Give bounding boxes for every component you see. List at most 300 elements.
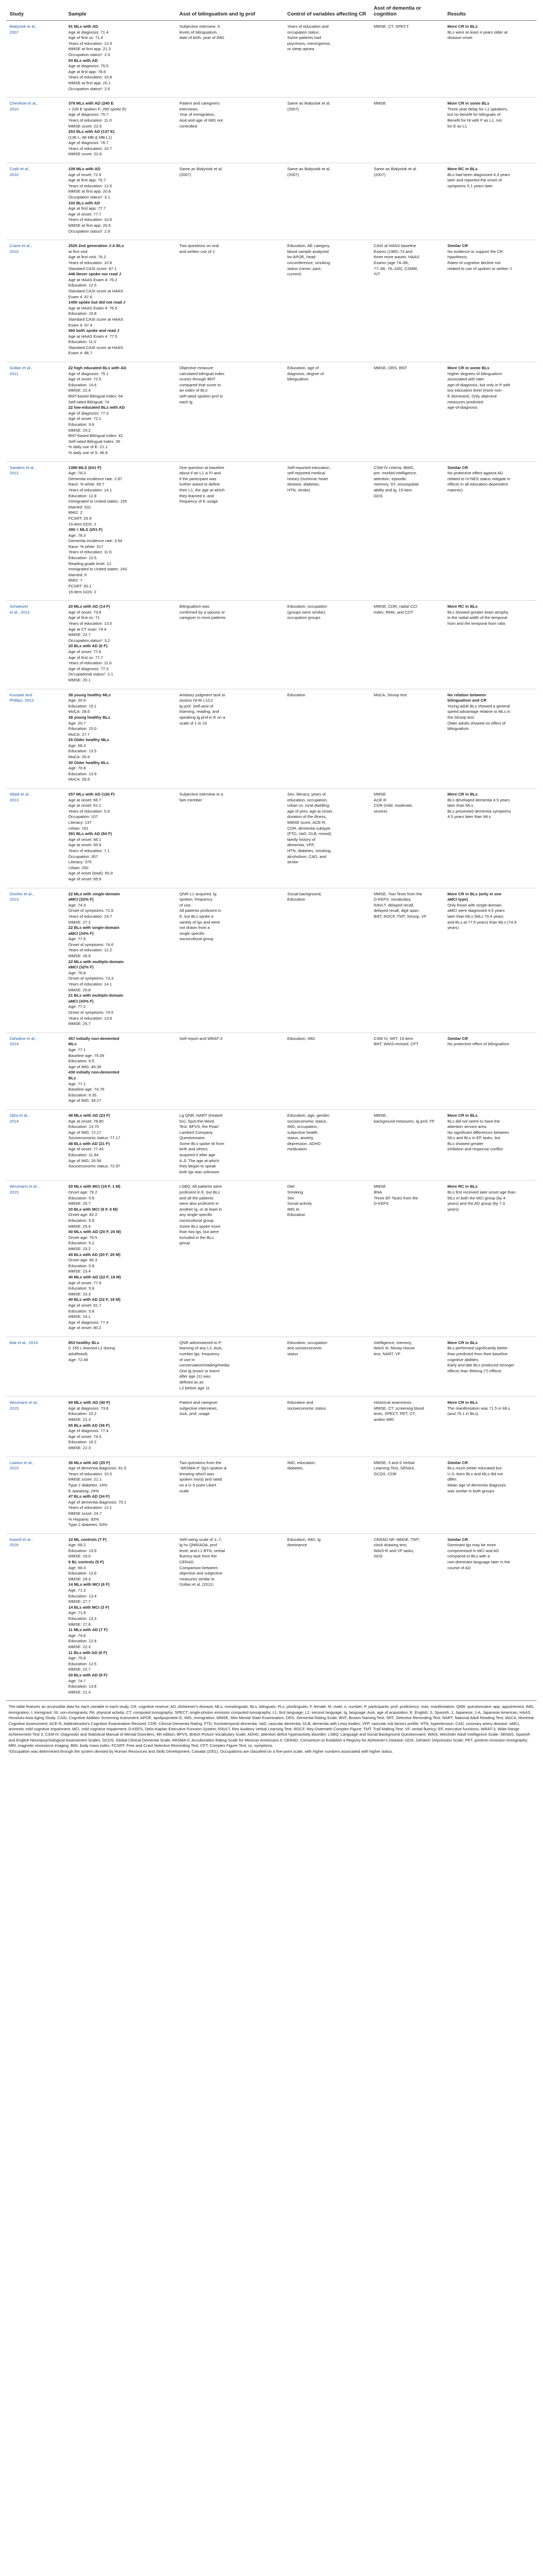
cell-text-line: 4.5 years later than MLs bbox=[447, 814, 491, 820]
cell-text-line: Age of onset (total): 65.9 bbox=[68, 871, 113, 876]
cell-text-line: No protective effect against AD bbox=[447, 471, 503, 476]
cell-text-line: background measures, lg prof, FF bbox=[374, 1118, 435, 1124]
cell-text-line: Immigrated to United states: 243 bbox=[68, 567, 127, 572]
cell-text-line: status, anxiety, bbox=[287, 1135, 314, 1141]
cell-text-line: % Hispanic: 83% bbox=[68, 1516, 99, 1522]
cell-text-line: More RC in BLs bbox=[447, 604, 478, 609]
cell-text-line: MMSE: 22.3 bbox=[68, 1644, 91, 1649]
dementia-assessment-cell bbox=[371, 1032, 444, 1109]
cell-text-line: (r 155 L learned L2 during bbox=[68, 1346, 115, 1351]
cell-text-line: Baseline age: 75.09 bbox=[68, 1053, 105, 1058]
cell-text-line: Two questions from the bbox=[179, 1460, 222, 1465]
cell-text-line: MMSE score: 22.6 bbox=[68, 123, 102, 129]
cell-text-line: Same as Bialystok et al. bbox=[287, 166, 331, 172]
study-citation-line: 2010 bbox=[10, 106, 19, 112]
cell-text-line: BLs performed significantly better bbox=[447, 1346, 508, 1351]
cell-text-line: MMSE: 25.4 bbox=[68, 1223, 91, 1229]
control-variables-cell bbox=[284, 240, 371, 362]
cell-text-line: 40 MLs with AD (22 F, 18 M) bbox=[68, 1274, 121, 1279]
cell-text-line: Exam 4: 86.7 bbox=[68, 351, 92, 356]
cell-text-line: Age at HAAS Exam 4: 76.2 bbox=[68, 277, 117, 282]
cell-text-line: Urban: 161 bbox=[68, 825, 89, 831]
cell-text-line: MoCA: 26.6 bbox=[68, 777, 90, 782]
cell-text-line: MMSE, DRS, BNT bbox=[374, 365, 407, 371]
cell-text-line: MMSE: 25.8 bbox=[68, 987, 91, 992]
cell-text-line: Years of education: 12.4 bbox=[68, 41, 112, 46]
cell-text-line: Some BLs spoke more bbox=[179, 1223, 221, 1229]
cell-text-line: circumference, smoking bbox=[287, 260, 330, 265]
cell-text-line: More RC in BLs bbox=[447, 166, 478, 172]
cell-text-line: Age at diagnosis: 75.5 bbox=[68, 63, 109, 69]
cell-text-line: Education: 5.8 bbox=[68, 1308, 95, 1314]
cell-text-line: Same as Bialystok et al. bbox=[179, 166, 223, 172]
cell-text-line: Married: 6 bbox=[68, 572, 87, 577]
cell-text-line: psychosis, meningioma, bbox=[287, 41, 331, 46]
cell-text-line: Year of immigration, bbox=[179, 112, 216, 117]
cell-text-line: MMSE, CT, screening blood bbox=[374, 1405, 424, 1411]
cell-text-line: CDR (mild, moderate, bbox=[374, 803, 413, 808]
cell-text-line: MMSE: 20.1 bbox=[68, 677, 91, 682]
table-header bbox=[6, 3, 537, 21]
results-cell bbox=[444, 789, 537, 888]
cell-text-line: 22 MLs with multiple-domain bbox=[68, 959, 124, 964]
cell-text-line: related to IV-NES status mitigate in bbox=[447, 476, 510, 481]
cell-text-line: Age of dementia diagnosis: 81.5 bbox=[68, 1466, 127, 1471]
study-citation-line: Bak et al., 2014 bbox=[10, 1340, 38, 1345]
cell-text-line: QNR administered to P, bbox=[179, 1340, 222, 1345]
cell-text-line: aMCI (43% F) bbox=[68, 998, 94, 1004]
cell-text-line: Higher degrees of bilingualism bbox=[447, 371, 502, 376]
cell-text-line: Occupation: 357 bbox=[68, 854, 98, 859]
cell-text-line: Age at onset: 61.1 bbox=[68, 803, 101, 808]
cell-text-line: 38 young healthy MLs bbox=[68, 692, 111, 697]
cell-text-line: IMG, occupation, bbox=[287, 1124, 318, 1130]
cell-text-line: disease, diabetes, bbox=[287, 482, 320, 487]
cell-text-line: defined as an bbox=[179, 1380, 204, 1385]
footnote-abbreviations: The table features an accessible data for each variable in each study. CR, cognitive reserve; AD, Alzheimer's disease; MLs, monolinguals; BLs, bilinguals; PLs, plurilinguals; F, female; M, male; n, number; P, participants; prof, proficiency; man, manifestation; QNR, questionnaire; app, appointment; IMG, immigration; I, immigrant; NI, non-immigrants; PA, physical activity; CT, computed tomography; SPECT, single-photon emission computed tomography; L1, first language; L2, second language; lg, language; AoA, age of acquisition; E, English; S, Spanish; J, Japanese; J-A, Japanese American; HAAS, Honolulu-Asia Aging Study; CASI, Cognitive Abilities Screening Instrument; APOE, apolipoprotein E; IMG, immigration; MMSE, Mini Mental State Examination; DRS, Dementia Rating Scale; BNT, Boston Naming Test; SRT, Selective Reminding Test; NART, National Adult Reading Test; MoCA, Montreal Cognitive Assessment; ACE-R, Addenbrooke's Cognitive Examination-Revised; CDR, Clinical Dementia Rating; FTD, frontotemporal dementia; VaD, vascular dementia; DLB, dementia with Lewy bodies; VFP, vascular risk factors profile; HTN, hypertension; CAD, coronary artery disease; aMCI, amnestic mild cognitive impairment; MCI, mild cognitive impairment; D-KEFS, Delis-Kaplan Executive Function System; RAVLT, Rey Auditory Verbal Learning Test; ROCF, Rey-Osterrieth Complex Figure; TMT, Trail Making Test; VF, verbal fluency; EF, executive functions; WRAT-3, Wide Range Achievement Test 3; CSM-IV, Diagnostic and Statistical Manual of Mental Disorders, 4th edition; BPVS, British Picture Vocabulary Scale; ADHD, attention deficit hyperactivity disorder; LSBQ, Language and Social Background Questionnaire; WAIS, Wechsler Adult Intelligence Scale; SENAS, Spanish and English Neuropsychological Assessment Scales; GCDS, Global Clinical Dementia Scale; ARSMA-II, Acculturation Rating Scale for Mexican Americans II; CERAD, Consortium to Establish a Registry for Alzheimer's Disease; GDS, Geriatric Depression Scale; PET, positron emission tomography; MRI, magnetic resonance imaging; BMI, body mass index; FCSRT, Free and Cued Selective Reminding Test; CFT, Complex Figure Test; sx, symptoms. bbox=[9, 1704, 534, 1748]
dementia-assessment-cell bbox=[371, 21, 444, 98]
cell-text-line: associated with later bbox=[447, 377, 484, 382]
study-citation-line: Bialystok et al., bbox=[10, 24, 37, 29]
study-citation-line: et al., 2012 bbox=[10, 609, 30, 615]
bilingualism-assessment-cell bbox=[176, 163, 284, 240]
sample-cell bbox=[65, 1181, 176, 1337]
cell-text-line: Education: 13.3 bbox=[68, 1616, 97, 1621]
cell-text-line: Age of onset: 72.5 bbox=[68, 377, 101, 382]
cell-text-line: Age at first app: 78.6 bbox=[68, 69, 106, 74]
study-cell bbox=[6, 1397, 65, 1457]
cell-text-line: Gollan et al. (2011) bbox=[179, 1582, 214, 1587]
cell-text-line: Dementia incidence rate: 3.54 bbox=[68, 538, 122, 544]
cell-text-line: Age: 66.3 bbox=[68, 743, 86, 748]
study-citation-line: Kowoll et al., bbox=[10, 1537, 33, 1542]
cell-text-line: Self-report and WRAT-3 bbox=[179, 1036, 223, 1041]
cell-text-line: spoken most) and rated bbox=[179, 1477, 222, 1482]
cell-text-line: MMSE at first app: 20.6 bbox=[68, 223, 111, 228]
control-variables-cell bbox=[284, 1337, 371, 1396]
cell-text-line: severe) bbox=[374, 808, 388, 814]
study-citation-line: 2015 bbox=[10, 1405, 19, 1411]
cell-text-line: Diet bbox=[287, 1184, 295, 1189]
cell-text-line: Standard CASI score at HAAS bbox=[68, 345, 123, 350]
cell-text-line: Same as Bialystok et al. bbox=[374, 166, 418, 172]
cell-text-line: CDR, dementia subtype bbox=[287, 825, 330, 831]
bilingualism-assessment-cell bbox=[176, 1457, 284, 1533]
dementia-assessment-cell bbox=[371, 1337, 444, 1396]
cell-text-line: ability and lg, 15-item bbox=[374, 487, 412, 492]
cell-text-line: RAVLT, delayed recall, bbox=[374, 902, 414, 908]
cell-text-line: Age: 78.3 bbox=[68, 471, 86, 476]
cell-text-line: MMSE: 26.9 bbox=[68, 953, 91, 959]
cell-text-line: Literacy: 375 bbox=[68, 860, 92, 865]
cell-text-line: Socioeconomic status: 72.97 bbox=[68, 1164, 121, 1169]
cell-text-line: Age of onset: 77.6 bbox=[68, 649, 101, 654]
cell-text-line: 30 Older healthy BLs bbox=[68, 760, 109, 765]
cell-text-line: 47 BLs with AD (34 F) bbox=[68, 1494, 110, 1499]
cell-text-line: duration of the illness, bbox=[287, 814, 327, 820]
cell-text-line: compared to BLs with a bbox=[447, 1554, 490, 1559]
cell-text-line: Standard CASI score at HAAS bbox=[68, 316, 123, 322]
cell-text-line: about if an L1 is FI and bbox=[179, 471, 221, 476]
cell-text-line: an index of BLs' bbox=[179, 388, 208, 393]
cell-text-line: Education: 12.8 bbox=[68, 493, 97, 498]
cell-text-line: BNT-based Bilingual Index: 42 bbox=[68, 433, 123, 439]
cell-text-line: 22 high educated BLs with AD bbox=[68, 365, 127, 371]
study-cell bbox=[6, 240, 65, 362]
cell-text-line: 11 MLs with AD (7 F) bbox=[68, 1627, 108, 1633]
dementia-assessment-cell bbox=[371, 1109, 444, 1181]
cell-text-line: MMSE, CDR, radial CCI bbox=[374, 604, 418, 609]
cell-text-line: levels of bilingualism, bbox=[179, 29, 218, 35]
cell-text-line: Age of onset: 73.8 bbox=[68, 609, 101, 615]
cell-text-line: MMSE score: 21.1 bbox=[68, 1477, 102, 1482]
cell-text-line: 4–5. The age at which bbox=[179, 1158, 219, 1163]
cell-text-line: Age: 71.8 bbox=[68, 1610, 86, 1616]
cell-text-line: listening, reading, and bbox=[179, 709, 219, 714]
cell-text-line: MMSE bbox=[374, 792, 386, 797]
cell-text-line: Age of onset: 72.9 bbox=[68, 172, 101, 177]
cell-text-line: All patients proficient in bbox=[179, 908, 222, 913]
bilingualism-assessment-cell bbox=[176, 362, 284, 462]
cell-text-line: MMSE, Two Tests from the bbox=[374, 891, 422, 896]
control-variables-cell bbox=[284, 1032, 371, 1109]
cell-text-line: No relation between bbox=[447, 692, 486, 697]
cell-text-line: they learned it, and bbox=[179, 493, 214, 498]
results-cell bbox=[444, 240, 537, 362]
sample-cell bbox=[65, 240, 176, 362]
cell-text-line: Age at diagnosis: 71.4 bbox=[68, 29, 109, 35]
cell-text-line: Questionnaire. bbox=[179, 1135, 206, 1141]
cell-text-line: Two questions on oral bbox=[179, 243, 219, 249]
cell-text-line: Years of education: 10.8 bbox=[68, 75, 112, 80]
cell-text-line: adulthood) bbox=[68, 1351, 88, 1357]
cell-text-line: Exam 4: 87.6 bbox=[68, 294, 92, 299]
cell-text-line: scale of 1 to 10 bbox=[179, 720, 207, 726]
dementia-assessment-cell bbox=[371, 240, 444, 362]
sample-cell bbox=[65, 1109, 176, 1181]
cell-text-line: More CR in BLs bbox=[447, 792, 478, 797]
cell-text-line: calculated bilingual index bbox=[179, 371, 225, 376]
cell-text-line: fam member bbox=[179, 797, 202, 802]
cell-text-line: socioeconomic status, bbox=[287, 1118, 327, 1124]
cell-text-line: Occupation status¹: 3.2 bbox=[68, 638, 111, 643]
results-cell bbox=[444, 1457, 537, 1533]
cell-text-line: Education: 10.2 bbox=[68, 1411, 97, 1417]
table-row bbox=[6, 362, 537, 462]
cell-text-line: (2007) bbox=[287, 106, 299, 112]
cell-text-line: Social activity bbox=[287, 1201, 312, 1206]
cell-text-line: E, but BLs spoke a bbox=[179, 913, 214, 919]
control-variables-cell bbox=[284, 163, 371, 240]
cell-text-line: D-KEFS: vocabulary, bbox=[374, 897, 412, 902]
cell-text-line: MMSE, 3 and 6 Verbal bbox=[374, 1460, 414, 1465]
cell-text-line: Occupation status¹: 2.6 bbox=[68, 86, 111, 91]
cell-text-line: Education: 5.6 bbox=[68, 1195, 95, 1200]
cell-text-line: learning of any L2, AoA, bbox=[179, 1346, 223, 1351]
cell-text-line: 48 MLs with AD (23 F) bbox=[68, 1112, 111, 1118]
cell-text-line: Rates of cognitive decline not bbox=[447, 260, 501, 265]
cell-text-line: Objective measure bbox=[179, 365, 214, 371]
column-header-bilingualism-assessment: Asst of bilingualism and lg prof bbox=[176, 3, 284, 21]
sample-cell bbox=[65, 163, 176, 240]
cell-text-line: 22 BLs with single-domain bbox=[68, 925, 120, 931]
cell-text-line: number lgs, frequency bbox=[179, 1351, 220, 1357]
cell-text-line: controlled bbox=[179, 123, 197, 129]
cell-text-line: Onset age: 76.5 bbox=[68, 1235, 98, 1240]
cell-text-line: Age: 77.2 bbox=[68, 1004, 86, 1009]
cell-text-line: history (ischemic heart bbox=[287, 476, 328, 481]
cell-text-line: Years of education: 14.7 bbox=[68, 913, 112, 919]
cell-text-line: One lg (exact or learnt bbox=[179, 1368, 220, 1373]
cell-text-line: Immigrated to United states: 155 bbox=[68, 499, 127, 504]
study-cell bbox=[6, 789, 65, 888]
cell-text-line: Exams (age 74–96, bbox=[374, 260, 409, 265]
cell-text-line: Age of diagnosis: 77.3 bbox=[68, 410, 109, 416]
cell-text-line: One question at baseline bbox=[179, 465, 225, 470]
cell-text-line: Age of diagnosis: 75.1 bbox=[68, 371, 109, 376]
results-cell bbox=[444, 1109, 537, 1181]
cell-text-line: MMSE score, ACE-R, bbox=[287, 820, 326, 825]
cell-text-line: Dominant lgs may be more bbox=[447, 1543, 496, 1548]
cell-text-line: fluency task from the bbox=[179, 1554, 217, 1559]
cell-text-line: 457 initially non-demented bbox=[68, 1036, 120, 1041]
cell-text-line: More CR in some BLs bbox=[447, 101, 490, 106]
cell-text-line: Baseline age: 74.79 bbox=[68, 1087, 105, 1092]
bilingualism-assessment-cell bbox=[176, 1181, 284, 1337]
cell-text-line: Intelligence, memory, bbox=[374, 1340, 412, 1345]
cell-text-line: Occupation status¹: 2.9 bbox=[68, 228, 111, 234]
cell-text-line: FCSRT: 30.1 bbox=[68, 584, 92, 589]
cell-text-line: Onset of symptoms: 74.5 bbox=[68, 1010, 114, 1015]
cell-text-line: 10 ML controls (7 F) bbox=[68, 1537, 107, 1542]
cell-text-line: BLs much better educated but bbox=[447, 1466, 502, 1471]
cell-text-line: Young adult BLs showed a general bbox=[447, 703, 510, 709]
table-row bbox=[6, 163, 537, 240]
cell-text-line: E speaking: 24% bbox=[68, 1488, 99, 1493]
study-cell bbox=[6, 1181, 65, 1337]
cell-text-line: Age of diagnosis: 75.7 bbox=[68, 112, 109, 117]
cell-text-line: Age at first visit: 76.2 bbox=[68, 255, 106, 260]
bilingualism-assessment-cell bbox=[176, 689, 284, 789]
cell-text-line: clock drawing test, bbox=[374, 1543, 407, 1548]
cell-text-line: interviews. bbox=[179, 106, 199, 112]
cell-text-line: QNR-L1 acquired, lg bbox=[179, 891, 217, 896]
cell-text-line: conversation/reading/media. bbox=[179, 1363, 231, 1368]
cell-text-line: Education: 9.6 bbox=[68, 422, 95, 427]
results-cell bbox=[444, 888, 537, 1032]
cell-text-line: Age: 20.9 bbox=[68, 698, 86, 703]
cell-text-line: Age of diagnosis: 77.4 bbox=[68, 1428, 109, 1434]
bilingualism-assessment-cell bbox=[176, 1109, 284, 1181]
cell-text-line: FCSRT: 29.9 bbox=[68, 515, 92, 521]
cell-text-line: Age of onset: 74.3 bbox=[68, 1434, 101, 1439]
table-row bbox=[6, 21, 537, 98]
cell-text-line: BLs were at least 4 years older at bbox=[447, 29, 508, 35]
table-row bbox=[6, 601, 537, 689]
cell-text-line: E dominant). Only objective bbox=[447, 394, 497, 399]
cell-text-line: Age of first sx: 71.4 bbox=[68, 35, 103, 41]
cell-text-line: 20 MLs with MCI (19 F, 1 M) bbox=[68, 1184, 121, 1189]
cell-text-line: dementia, VFP, bbox=[287, 842, 315, 848]
cell-text-line: symptoms 5.1 years later bbox=[447, 183, 493, 188]
cell-text-line: MLs bbox=[68, 1041, 77, 1047]
study-cell bbox=[6, 888, 65, 1032]
cell-text-line: Age of IMG: 46.39 bbox=[68, 1064, 101, 1069]
cell-text-line: later and reported the onset of bbox=[447, 178, 502, 183]
cell-text-line: CSM-IV criteria, BMIC, bbox=[374, 465, 415, 470]
cell-text-line: MMSE: 22.7 bbox=[68, 632, 91, 638]
cell-text-line: self-rated spoken prof in bbox=[179, 394, 223, 399]
cell-text-line: 379 MLs with AD (240 E bbox=[68, 101, 114, 106]
cell-text-line: MMSE score: 24.7 bbox=[68, 1510, 102, 1516]
cell-text-line: Test, BPVS, the Pearl bbox=[179, 1124, 219, 1130]
cell-text-line: Self-reported education, bbox=[287, 465, 331, 470]
cell-text-line: Bilingualism was bbox=[179, 604, 210, 609]
study-cell bbox=[6, 689, 65, 789]
cell-text-line: BMI2: 2 bbox=[68, 510, 83, 515]
cell-text-line: Years of education: 14.1 bbox=[68, 487, 112, 492]
table-row bbox=[6, 462, 537, 601]
cell-text-line: No protective effect of bilingualism bbox=[447, 1041, 509, 1047]
cell-text-line: Age: 76.8 bbox=[68, 970, 86, 975]
study-citation-line: 2014 bbox=[10, 1041, 19, 1047]
cell-text-line: MMSE: 24.1 bbox=[68, 1314, 91, 1319]
bilingualism-assessment-cell bbox=[176, 1032, 284, 1109]
control-variables-cell bbox=[284, 789, 371, 888]
table-row bbox=[6, 888, 537, 1032]
study-citation-line: Crane et al., bbox=[10, 243, 32, 249]
cell-text-line: 93 BLs with AD bbox=[68, 58, 98, 63]
cell-text-line: Onset age: 82.2 bbox=[68, 1212, 98, 1218]
study-citation-line: 2007 bbox=[10, 29, 19, 35]
dementia-assessment-cell bbox=[371, 98, 444, 163]
cell-text-line: attention, episodic bbox=[374, 476, 407, 481]
study-citation-line: 2015 bbox=[10, 1190, 19, 1195]
cell-text-line: age-of-diagnosis, but only in P with bbox=[447, 382, 510, 387]
cell-text-line: 9 BL controls (5 F) bbox=[68, 1560, 104, 1565]
cell-text-line: lg hx QNR/AOA, prof bbox=[179, 1543, 217, 1548]
cell-text-line: Age of onset: 80.2 bbox=[68, 1325, 101, 1331]
cell-text-line: Similar CR bbox=[447, 465, 468, 470]
study-citation-line: Craik et al., bbox=[10, 166, 30, 172]
cell-text-line: Years of education: 5.9 bbox=[68, 808, 110, 814]
study-citation-line: 2014 bbox=[10, 1118, 19, 1124]
study-citation-line: Sanders et al., bbox=[10, 465, 36, 470]
cell-text-line: MLs in both the MCI group (by 4 bbox=[447, 1195, 506, 1200]
cell-text-line: attention service area. bbox=[447, 1124, 487, 1130]
cell-text-line: 109 MLs with AD bbox=[68, 166, 101, 172]
cell-text-line: Age at first app: 75.7 bbox=[68, 178, 106, 183]
cell-text-line: depression, ADHD bbox=[287, 1141, 321, 1146]
cell-text-line: measures predicted bbox=[447, 399, 483, 404]
cell-text-line: Occupation status¹: 2.9 bbox=[68, 52, 111, 57]
cell-text-line: MMSE: 23.2 bbox=[68, 1246, 91, 1251]
cell-text-line: horn and the temporal horn ratio bbox=[447, 621, 506, 626]
cell-text-line: Sex, literacy, years of bbox=[287, 792, 326, 797]
cell-text-line: Age of onset: 72.1 bbox=[68, 416, 101, 422]
cell-text-line: (2007) bbox=[374, 172, 385, 177]
cell-text-line: No significant differences between bbox=[447, 1130, 509, 1135]
sample-cell bbox=[65, 888, 176, 1032]
dementia-assessment-cell bbox=[371, 1533, 444, 1701]
cell-text-line: Age of first sx: 77.7 bbox=[68, 655, 103, 660]
cell-text-line: 40 MLs with AD (20 F, 20 M) bbox=[68, 1229, 121, 1235]
cell-text-line: GDS bbox=[374, 1554, 383, 1559]
cell-text-line: Years of education: 10.8 bbox=[68, 260, 112, 265]
cell-text-line: GDS bbox=[374, 493, 383, 498]
bilingualism-assessment-cell bbox=[176, 1397, 284, 1457]
cell-text-line: HTN, stroke) bbox=[287, 487, 311, 492]
control-variables-cell bbox=[284, 1457, 371, 1533]
cell-text-line: Age: 74.7 bbox=[68, 1678, 86, 1683]
cell-text-line: on a 0–5 point Likert bbox=[179, 1482, 216, 1488]
cell-text-line: and written use of J bbox=[179, 249, 215, 254]
cell-text-line: Education: 9.35 bbox=[68, 1092, 97, 1098]
cell-text-line: confirmed by a spouse or bbox=[179, 609, 225, 615]
cell-text-line: 77–98, 79–100), CSMM, bbox=[374, 266, 418, 271]
cell-text-line: Occupation: 107 bbox=[68, 814, 98, 820]
cell-text-line: Reading grade level: 12 bbox=[68, 561, 112, 566]
table-row bbox=[6, 1032, 537, 1109]
cell-text-line: Standard CASI score: 87.1 bbox=[68, 266, 117, 271]
cell-text-line: Age of first sx: 71 bbox=[68, 615, 100, 621]
cell-text-line: Only those with single-domain bbox=[447, 902, 502, 908]
cell-text-line: MMSE, CT, SPECT bbox=[374, 24, 409, 29]
cell-text-line: MMSE: 29.3 bbox=[68, 1576, 91, 1581]
cell-text-line: Age at diagnosis: 73.8 bbox=[68, 1405, 109, 1411]
cell-text-line: Some patients had bbox=[287, 35, 321, 41]
cell-text-line: not drawn from a bbox=[179, 925, 210, 931]
cell-text-line: course of AD bbox=[447, 1565, 471, 1570]
study-citation-line: Ossher et al., bbox=[10, 891, 34, 896]
cell-text-line: (136 L, 88 MB & MB L1) bbox=[68, 134, 112, 140]
bilingualism-assessment-cell bbox=[176, 462, 284, 601]
cell-text-line: were also proficient in bbox=[179, 1201, 219, 1206]
cell-text-line: 15-item GDS: 2 bbox=[68, 589, 97, 594]
cell-text-line: Age at first app: 77.7 bbox=[68, 206, 106, 211]
cell-text-line: Years of education: 11.0 bbox=[68, 117, 112, 123]
cell-text-line: Education: 5.8 bbox=[68, 1286, 95, 1291]
cell-text-line: MMSE: 23.4 bbox=[68, 1269, 91, 1274]
cell-text-line: MoCA: 27.7 bbox=[68, 732, 90, 737]
cell-text-line: Subjective interview to a bbox=[179, 792, 223, 797]
cell-text-line: Married: 531 bbox=[68, 504, 91, 510]
cell-text-line: 40 BLs with AD (20 F, 20 M) bbox=[68, 1252, 121, 1257]
study-cell bbox=[6, 163, 65, 240]
cell-text-line: age-of-diagnosis bbox=[447, 405, 478, 410]
cell-text-line: (FTD, VaD, DLB, mixed), bbox=[287, 831, 332, 837]
control-variables-cell bbox=[284, 601, 371, 689]
